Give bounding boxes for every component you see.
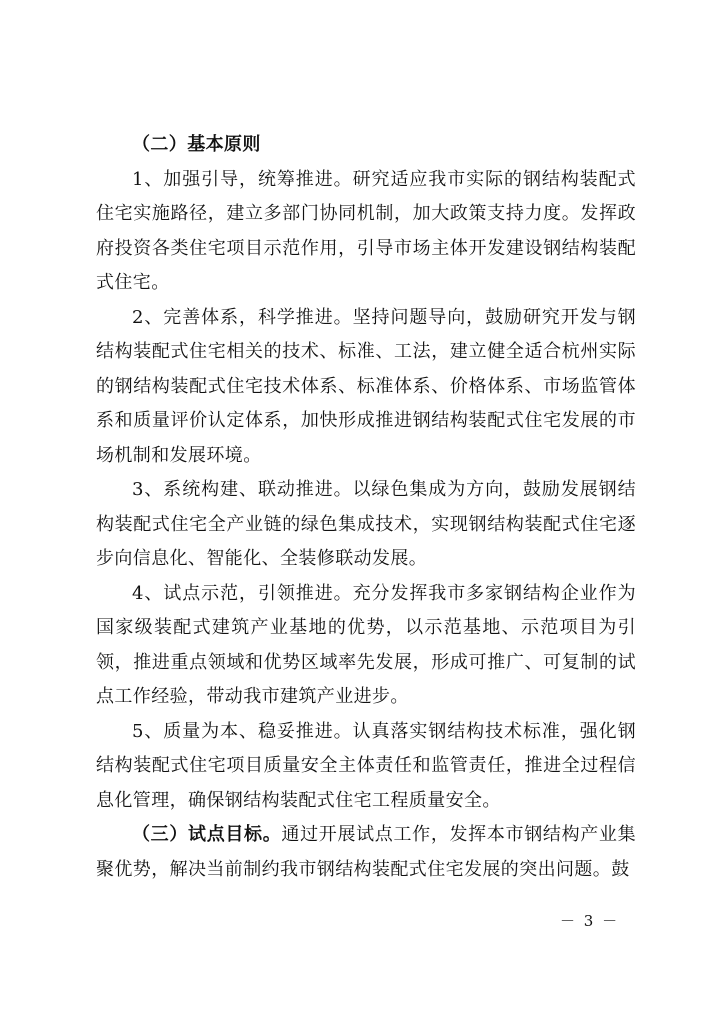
principle-paragraph-5: 5、质量为本、稳妥推进。认真落实钢结构技术标准，强化钢结构装配式住宅项目质量安全主体责任和监管责任，推进全过程信息化管理，确保钢结构装配式住宅工程质量安全。 [96,720,636,811]
principle-paragraph-2: 2、完善体系，科学推进。坚持问题导向，鼓励研究开发与钢结构装配式住宅相关的技术、标准、工法，建立健全适合杭州实际的钢结构装配式住宅技术体系、标准体系、价格体系、市场监管体系和质量评价认定体系，加快形成推进钢结构装配式住宅发展的市场机制和发展环境。 [96,306,636,466]
pilot-goals-text: 通过开展试点工作，发挥本市钢结构产业集聚优势，解决当前制约我市钢结构装配式住宅发展的突出问题。鼓 [96,824,636,880]
page-number: － 3 － [560,912,620,930]
section-heading-basic-principles: （二）基本原则 [132,134,261,155]
principle-paragraph-4: 4、试点示范，引领推进。充分发挥我市多家钢结构企业作为国家级装配式建筑产业基地的优势，以示范基地、示范项目为引领，推进重点领域和优势区域率先发展，形成可推广、可复制的试点工作经验，带动我市建筑产业进步。 [96,582,636,707]
principle-paragraph-1: 1、加强引导，统筹推进。研究适应我市实际的钢结构装配式住宅实施路径，建立多部门协同机制，加大政策支持力度。发挥政府投资各类住宅项目示范作用，引导市场主体开发建设钢结构装配式住宅。 [96,168,636,293]
principle-paragraph-3: 3、系统构建、联动推进。以绿色集成为方向，鼓励发展钢结构装配式住宅全产业链的绿色集成技术，实现钢结构装配式住宅逐步向信息化、智能化、全装修联动发展。 [96,479,636,569]
document-body [96,128,636,887]
pilot-goals-paragraph [96,818,636,887]
section-heading-pilot-goals: （三）试点目标。 [132,824,282,845]
